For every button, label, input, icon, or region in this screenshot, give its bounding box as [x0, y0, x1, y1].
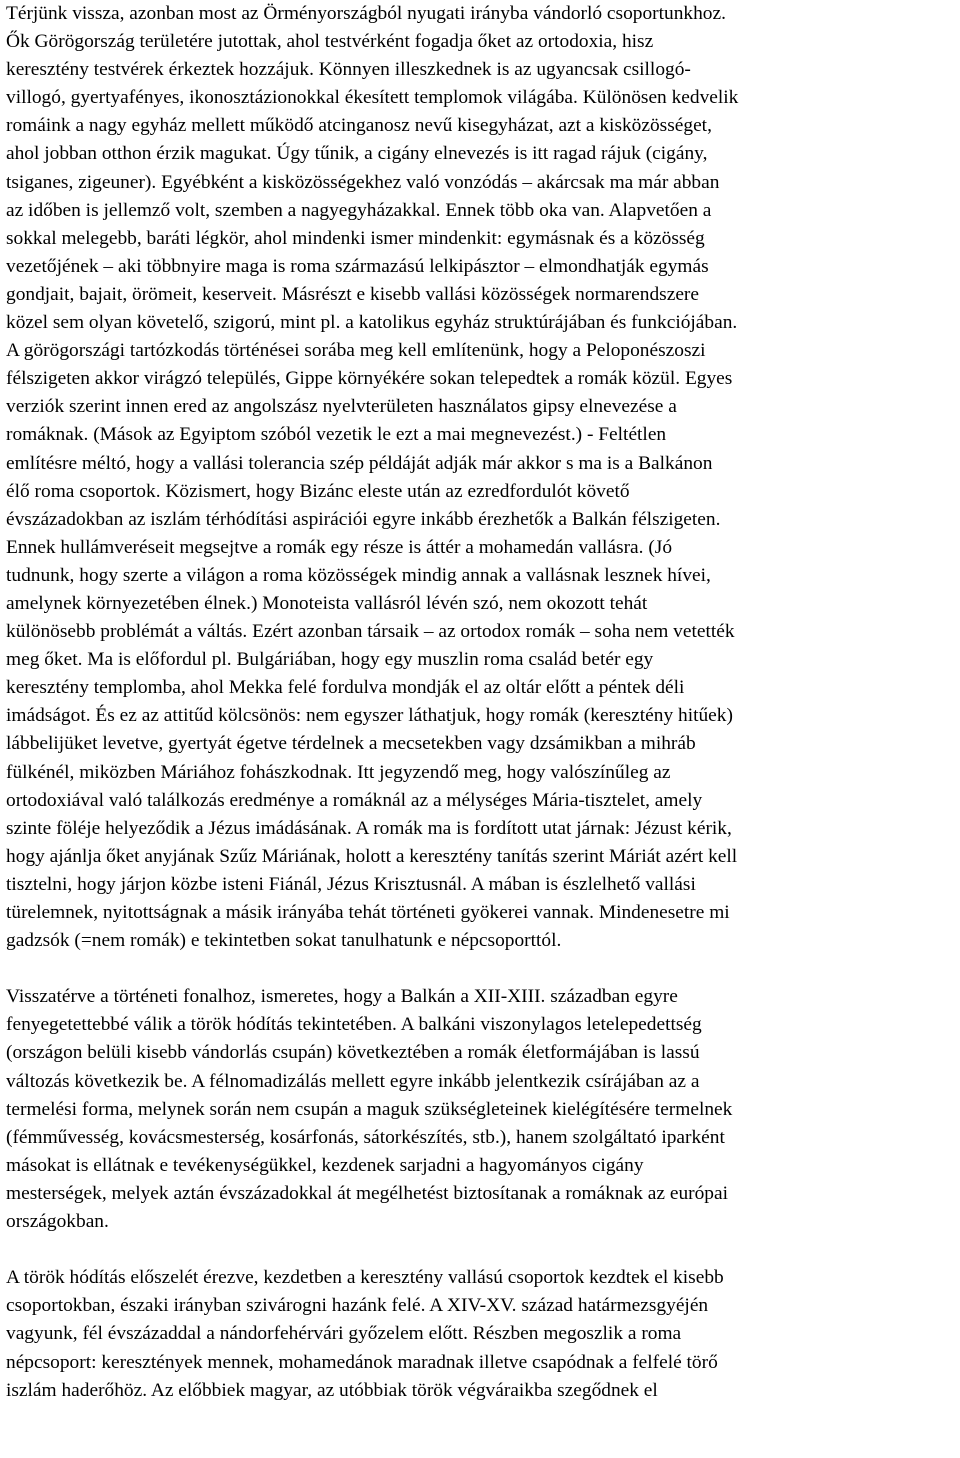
- text-line: ahol jobban otthon érzik magukat. Úgy tűnik, a cigány elnevezés is itt ragad rájuk (cigány,: [6, 143, 708, 165]
- text-line: tsiganes, zigeuner). Egyébként a kisközösségekhez való vonzódás – akárcsak ma már abban: [6, 171, 720, 193]
- text-line: említésre méltó, hogy a vallási tolerancia szép példáját adják már akkor s ma is a Balkánon: [6, 452, 713, 474]
- text-line: népcsoport: keresztények mennek, mohamedánok maradnak illetve csapódnak a felfelé törő: [6, 1351, 718, 1373]
- text-line: vagyunk, fél évszázaddal a nándorfehérvári győzelem előtt. Részben megoszlik a roma: [6, 1323, 682, 1345]
- text-line: verziók szerint innen ered az angolszász nyelvterületen használatos gipsy elnevezése a: [6, 396, 677, 418]
- text-line: élő roma csoportok. Közismert, hogy Bizánc eleste után az ezredfordulót követő: [6, 480, 630, 502]
- text-line: sokkal melegebb, baráti légkör, ahol mindenki ismer mindenkit: egymásnak és a közösség: [6, 227, 705, 249]
- text-line: Ők Görögország területére jutottak, ahol testvérként fogadja őket az ortodoxia, hisz: [6, 31, 654, 53]
- text-line: szinte föléje helyeződik a Jézus imádásának. A romák ma is fordított utat járnak: Jézust kérik,: [6, 817, 732, 839]
- text-line: lábbelijüket levetve, gyertyát égetve térdelnek a mecsetekben vagy dzsámikban a mihráb: [6, 733, 696, 755]
- text-line: félszigeten akkor virágzó település, Gippe környékére sokan telepedtek a romák közül. Egyes: [6, 368, 733, 390]
- text-line: tudnunk, hogy szerte a világon a roma közösségek mindig annak a vallásnak lesznek hívei,: [6, 564, 711, 586]
- text-line: országokban.: [6, 1211, 109, 1233]
- text-line: Ennek hullámveréseit megsejtve a romák egy része is áttér a mohamedán vallásra. (Jó: [6, 536, 673, 558]
- text-line: romáink a nagy egyház mellett működő atcinganosz nevű kisegyházat, azt a kisközösséget,: [6, 115, 712, 137]
- text-line: különösebb problémát a váltás. Ezért azonban társaik – az ortodox romák – soha nem vetették: [6, 621, 735, 643]
- paragraph-romani-greece-religion: [6, 0, 956, 955]
- text-line: amelynek környezetében élnek.) Monoteista vallásról lévén szó, nem okozott tehát: [6, 592, 648, 614]
- text-line: keresztény templomba, ahol Mekka felé fordulva mondják el az oltár előtt a péntek déli: [6, 677, 685, 699]
- text-line: fenyegetettebbé válik a török hódítás tekintetében. A balkáni viszonylagos letelepedettség: [6, 1014, 702, 1036]
- text-line: másokat is ellátnak e tevékenységükkel, kezdenek sarjadni a hagyományos cigány: [6, 1154, 644, 1176]
- text-line: Térjünk vissza, azonban most az Örményországból nyugati irányba vándorló csoportunkhoz.: [6, 3, 726, 24]
- text-line: Visszatérve a történeti fonalhoz, ismeretes, hogy a Balkán a XII-XIII. században egyre: [6, 986, 678, 1008]
- text-line: imádságot. És ez az attitűd kölcsönös: nem egyszer láthatjuk, hogy romák (keresztény hitűek): [6, 705, 733, 727]
- text-line: évszázadokban az iszlám térhódítási aspirációi egyre inkább érezhetők a Balkán félszigeten.: [6, 508, 721, 530]
- text-line: (országon belüli kisebb vándorlás csupán) következtében a romák életformájában is lassú: [6, 1042, 700, 1064]
- text-line: gadzsók (=nem romák) e tekintetben sokat tanulhatunk e népcsoporttól.: [6, 930, 562, 952]
- text-line: (fémművesség, kovácsmesterség, kosárfonás, sátorkészítés, stb.), hanem szolgáltató iparként: [6, 1126, 725, 1148]
- text-line: A görögországi tartózkodás történései sorába meg kell említenünk, hogy a Peloponészoszi: [6, 340, 706, 362]
- text-line: ortodoxiával való találkozás eredménye a romáknál az a mélységes Mária-tisztelet, amely: [6, 789, 703, 811]
- text-line: változás következik be. A félnomadizálás mellett egyre inkább jelentkezik csírájában az a: [6, 1070, 700, 1092]
- text-line: hogy ajánlja őket anyjának Szűz Máriának, holott a keresztény tanítás szerint Máriát azért kell: [6, 845, 738, 867]
- text-line: termelési forma, melynek során nem csupán a maguk szükségleteinek kielégítésére termelnek: [6, 1098, 733, 1120]
- text-line: romáknak. (Mások az Egyiptom szóból vezetik le ezt a mai megnevezést.) - Feltétlen: [6, 424, 667, 446]
- text-line: vezetőjének – aki többnyire maga is roma származású lelkipásztor – elmondhatják egymás: [6, 255, 709, 277]
- text-line: villogó, gyertyafényes, ikonosztázionokkal ékesített templomok világába. Különösen kedvelik: [6, 87, 739, 109]
- text-line: keresztény testvérek érkeztek hozzájuk. Könnyen illeszkednek is az ugyancsak csillogó-: [6, 59, 691, 81]
- paragraph-migration-north: [6, 1264, 956, 1404]
- text-line: meg őket. Ma is előfordul pl. Bulgáriában, hogy egy muszlin roma család betér egy: [6, 649, 654, 671]
- text-line: A török hódítás előszelét érezve, kezdetben a keresztény vallású csoportok kezdtek el kisebb: [6, 1267, 724, 1289]
- text-line: az időben is jellemző volt, szemben a nagyegyházakkal. Ennek több oka van. Alapvetően a: [6, 199, 712, 221]
- text-line: tisztelni, hogy járjon közbe isteni Fiánál, Jézus Krisztusnál. A mában is észlelhető vallási: [6, 873, 696, 895]
- text-line: gondjait, bajait, örömeit, keserveit. Másrészt e kisebb vallási közösségek normarendszere: [6, 283, 699, 305]
- paragraph-spacer: [6, 955, 956, 983]
- text-line: iszlám haderőhöz. Az előbbiek magyar, az utóbbiak török végváraikba szegődnek el: [6, 1379, 658, 1401]
- paragraph-spacer: [6, 1236, 956, 1264]
- text-line: mesterségek, melyek aztán évszázadokkal át megélhetést biztosítanak a romáknak az európai: [6, 1182, 728, 1204]
- text-line: türelemnek, nyitottságnak a másik irányába tehát történeti gyökerei vannak. Mindenesetre mi: [6, 902, 730, 923]
- paragraph-balkan-ottoman-threat: [6, 983, 956, 1236]
- text-line: közel sem olyan követelő, szigorú, mint pl. a katolikus egyház struktúrájában és funkciójában.: [6, 312, 738, 334]
- text-line: csoportokban, északi irányban szivárogni hazánk felé. A XIV-XV. század határmezsgyéjén: [6, 1295, 709, 1317]
- text-line: fülkénél, miközben Máriához fohászkodnak. Itt jegyzendő meg, hogy valószínűleg az: [6, 761, 671, 783]
